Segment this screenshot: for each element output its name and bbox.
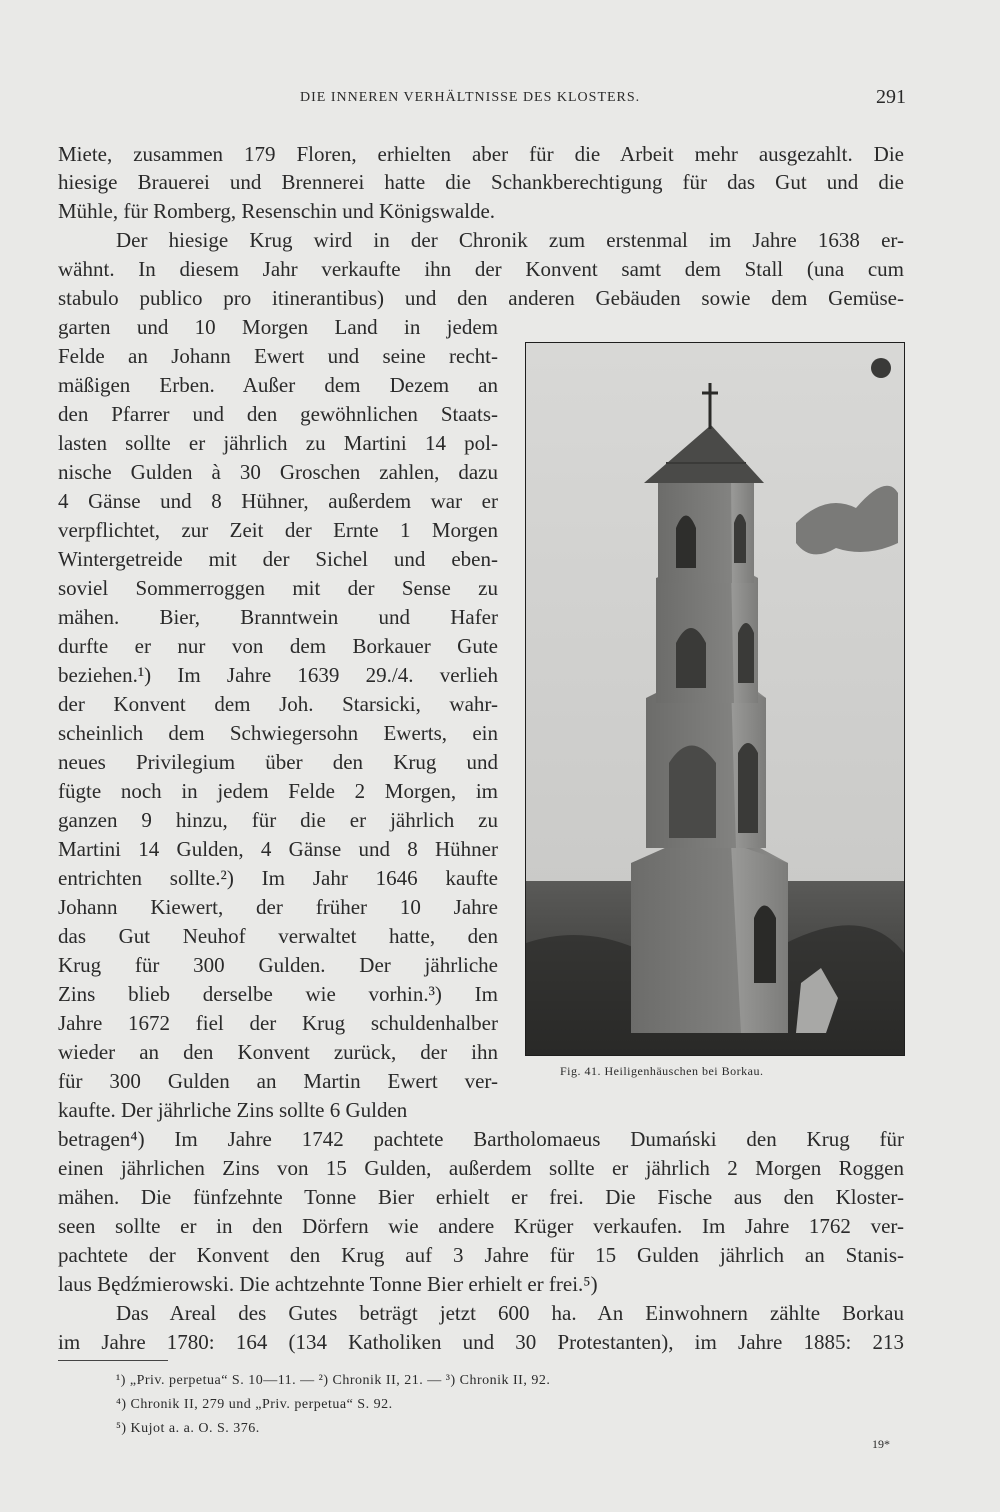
body-line: Johann Kiewert, der früher 10 Jahre (58, 895, 498, 919)
body-line: wähnt. In diesem Jahr verkaufte ihn der Konvent samt dem Stall (una cum (58, 257, 904, 281)
body-line: fügte noch in jedem Felde 2 Morgen, im (58, 779, 498, 803)
body-line: nische Gulden à 30 Groschen zahlen, dazu (58, 460, 498, 484)
body-line: mähen. Die fünfzehnte Tonne Bier erhielt er frei. Die Fische aus den Kloster- (58, 1185, 904, 1209)
body-line: 4 Gänse und 8 Hühner, außerdem war er (58, 489, 498, 513)
body-line: scheinlich dem Schwiegersohn Ewerts, ein (58, 721, 498, 745)
body-line: mähen. Bier, Branntwein und Hafer (58, 605, 498, 629)
body-line: Krug für 300 Gulden. Der jährliche (58, 953, 498, 977)
body-line: der Konvent dem Joh. Starsicki, wahr- (58, 692, 498, 716)
body-line: einen jährlichen Zins von 15 Gulden, außerdem sollte er jährlich 2 Morgen Roggen (58, 1156, 904, 1180)
figure-photo (525, 342, 905, 1056)
body-line: kaufte. Der jährliche Zins sollte 6 Gulden (58, 1098, 408, 1122)
printer-signature: 19* (872, 1437, 890, 1451)
body-line: das Gut Neuhof verwaltet hatte, den (58, 924, 498, 948)
body-line: Mühle, für Romberg, Resenschin und Königswalde. (58, 199, 496, 223)
body-line: Das Areal des Gutes beträgt jetzt 600 ha. An Einwohnern zählte Borkau (116, 1301, 904, 1325)
page-number: 291 (876, 86, 906, 108)
figure-caption: Fig. 41. Heiligenhäuschen bei Borkau. (560, 1064, 764, 1078)
body-line: durfte er nur von dem Borkauer Gute (58, 634, 498, 658)
body-line: Der hiesige Krug wird in der Chronik zum erstenmal im Jahre 1638 er- (116, 228, 904, 252)
body-line: beziehen.¹) Im Jahre 1639 29./4. verlieh (58, 663, 498, 687)
body-line: Jahre 1672 fiel der Krug schuldenhalber (58, 1011, 498, 1035)
body-line: soviel Sommerroggen mit der Sense zu (58, 576, 498, 600)
body-line: im Jahre 1780: 164 (134 Katholiken und 30 Protestanten), im Jahre 1885: 213 (58, 1330, 904, 1354)
body-line: entrichten sollte.²) Im Jahr 1646 kaufte (58, 866, 498, 890)
body-line: pachtete der Konvent den Krug auf 3 Jahre für 15 Gulden jährlich an Stanis- (58, 1243, 904, 1267)
page-header (60, 86, 910, 116)
body-line: seen sollte er in den Dörfern wie andere Krüger verkaufen. Im Jahre 1762 ver- (58, 1214, 904, 1238)
body-line: Martini 14 Gulden, 4 Gänse und 8 Hühner (58, 837, 498, 861)
body-line: den Pfarrer und den gewöhnlichen Staats- (58, 402, 498, 426)
body-line: garten und 10 Morgen Land in jedem (58, 315, 498, 339)
footnote: ⁵) Kujot a. a. O. S. 376. (116, 1421, 260, 1436)
body-line: Felde an Johann Ewert und seine recht- (58, 344, 498, 368)
shrine-tower-illustration (526, 343, 904, 1055)
body-line: verpflichtet, zur Zeit der Ernte 1 Morgen (58, 518, 498, 542)
body-line: Miete, zusammen 179 Floren, erhielten aber für die Arbeit mehr ausgezahlt. Die (58, 142, 904, 166)
body-line: hiesige Brauerei und Brennerei hatte die Schankberechtigung für das Gut und die (58, 170, 904, 194)
footnote: ¹) „Priv. perpetua“ S. 10—11. — ²) Chronik II, 21. — ³) Chronik II, 92. (116, 1373, 551, 1388)
body-line: lasten sollte er jährlich zu Martini 14 pol- (58, 431, 498, 455)
body-line: mäßigen Erben. Außer dem Dezem an (58, 373, 498, 397)
footnote-divider (58, 1360, 168, 1361)
running-title: DIE INNEREN VERHÄLTNISSE DES KLOSTERS. (300, 90, 641, 105)
body-line: ganzen 9 hinzu, für die er jährlich zu (58, 808, 498, 832)
body-line: laus Będźmierowski. Die achtzehnte Tonne Bier erhielt er frei.⁵) (58, 1272, 598, 1296)
footnote: ⁴) Chronik II, 279 und „Priv. perpetua“ S. 92. (116, 1397, 393, 1412)
body-line: für 300 Gulden an Martin Ewert ver- (58, 1069, 498, 1093)
body-line: betragen⁴) Im Jahre 1742 pachtete Bartholomaeus Dumański den Krug für (58, 1127, 904, 1151)
body-line: neues Privilegium über den Krug und (58, 750, 498, 774)
body-line: Wintergetreide mit der Sichel und eben- (58, 547, 498, 571)
body-line: wieder an den Konvent zurück, der ihn (58, 1040, 498, 1064)
body-line: stabulo publico pro itinerantibus) und den anderen Gebäuden sowie dem Gemüse- (58, 286, 904, 310)
body-line: Zins blieb derselbe wie vorhin.³) Im (58, 982, 498, 1006)
